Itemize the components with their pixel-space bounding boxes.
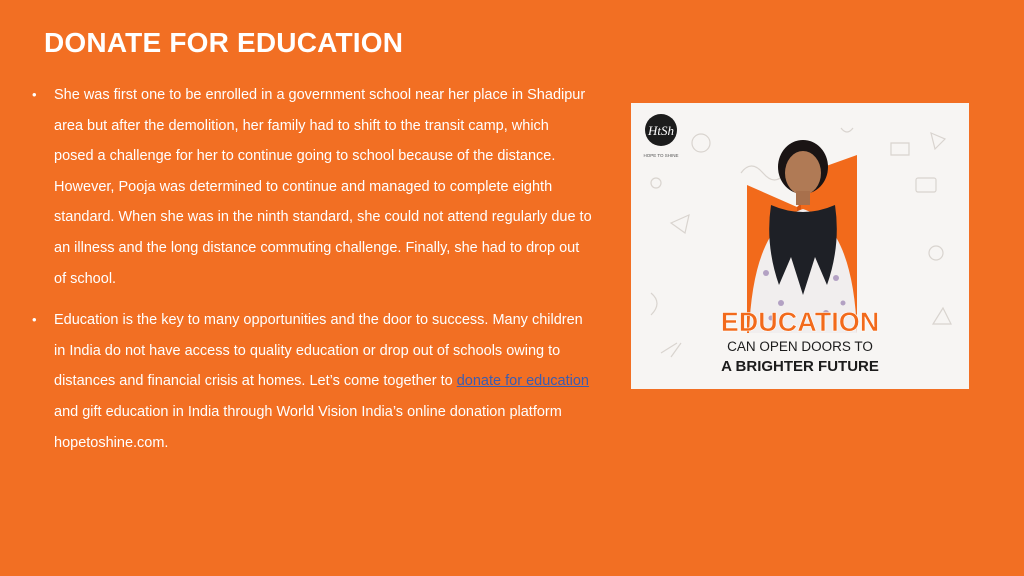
page-title: DONATE FOR EDUCATION — [44, 27, 404, 58]
promo-line-2: CAN OPEN DOORS TO — [727, 339, 873, 354]
logo-mark-text: HtSh — [648, 123, 674, 138]
bullet-marker: • — [32, 312, 37, 328]
bullet-text-before-link: Education is the key to many opportunities and the door to success. Many children in India do not have access to quality education or drop out of schools owing to distances and financial crisis at homes. Let’s come together to — [54, 312, 583, 390]
promo-headline: EDUCATION — [720, 307, 880, 337]
donate-for-education-link[interactable]: donate for education — [456, 373, 589, 390]
bullet-marker: • — [32, 87, 37, 102]
promo-line-3: A BRIGHTER FUTURE — [721, 358, 879, 375]
hope-to-shine-logo — [643, 114, 678, 158]
promo-graphic — [631, 103, 969, 389]
logo-tagline: HOPE TO SHINE — [643, 153, 679, 158]
bullet-text-after-link: and gift education in India through World Vision India’s online donation platform hopetoshine.com. — [54, 403, 562, 451]
promo-image — [631, 103, 969, 389]
bullet-text: She was first one to be enrolled in a government school near her place in Shadipur area but after the demolition, her family had to shift to the transit camp, which posed a challenge for her to continue going to school because of the distance. However, Pooja was determined to continue and managed to complete eighth standard. When she was in the ninth standard, she could not attend regularly due to an illness and the long distance commuting challenge. Finally, she had to drop out of school. — [54, 87, 592, 287]
bullet-item-story — [32, 80, 592, 294]
bullet-item-appeal — [32, 305, 592, 458]
bullet-list — [32, 80, 592, 469]
